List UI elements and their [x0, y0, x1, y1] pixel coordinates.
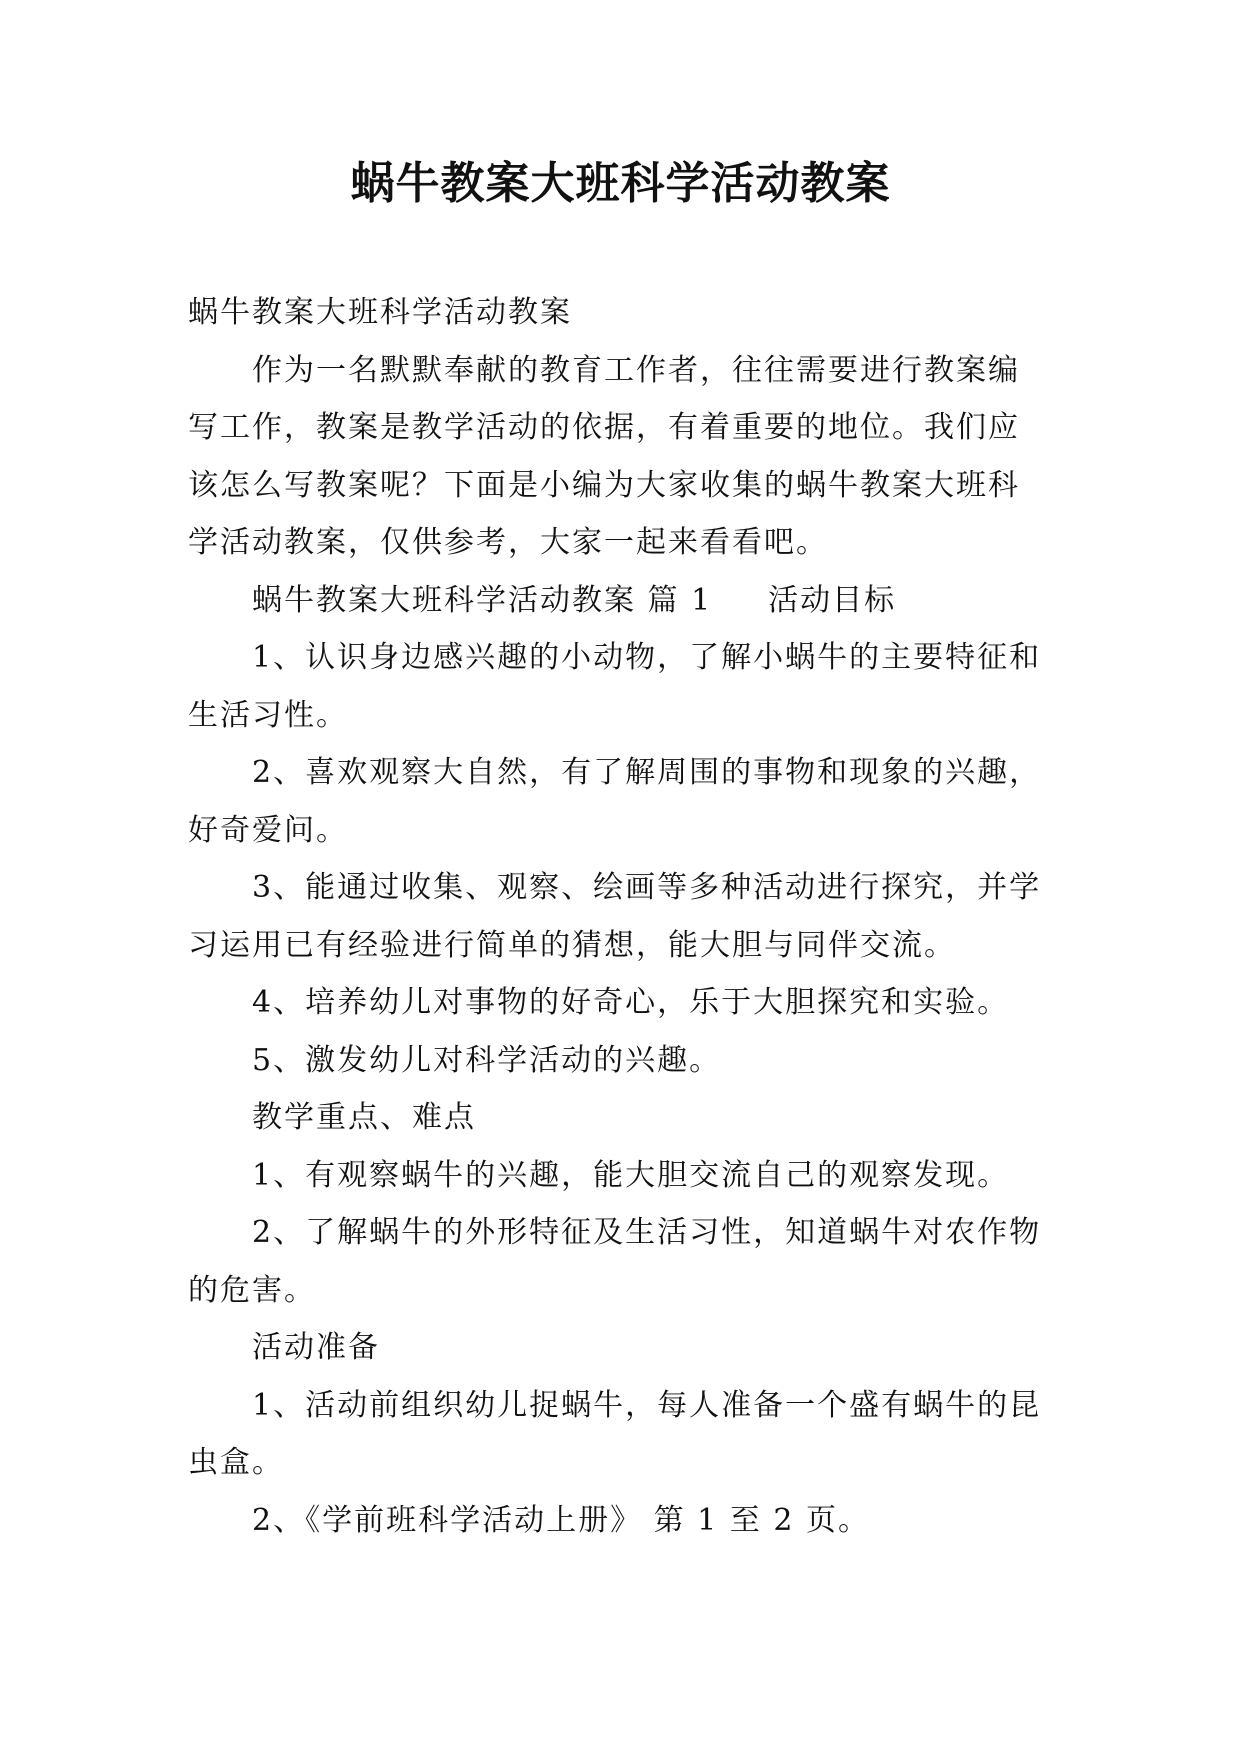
preparation-item: 2、《学前班科学活动上册》 第 1 至 2 页。 — [252, 1502, 870, 1538]
section-heading: 蜗牛教案大班科学活动教案 篇 1 — [252, 582, 713, 618]
goal-item: 4、培养幼儿对事物的好奇心，乐于大胆探究和实验。 — [252, 985, 1010, 1020]
goal-item: 2、喜欢观察大自然，有了解周围的事物和现象的兴趣，好奇爱问。 — [188, 755, 1042, 848]
document-body — [188, 284, 1048, 1549]
document-title: 蜗牛教案大班科学活动教案 — [350, 158, 891, 209]
goal-item: 3、能通过收集、观察、绘画等多种活动进行探究，并学习运用已有经验进行简单的猜想，能大胆与同伴交流。 — [188, 870, 1042, 963]
key-point-item: 1、有观察蜗牛的兴趣，能大胆交流自己的观察发现。 — [252, 1157, 1010, 1193]
goals-heading: 活动目标 — [768, 582, 897, 618]
intro-paragraph: 作为一名默默奉献的教育工作者，往往需要进行教案编写工作，教案是教学活动的依据，有着重要的地位。我们应该怎么写教案呢？下面是小编为大家收集的蜗牛教案大班科学活动教案，仅供参考，大家一起来看看吧。 — [188, 352, 1020, 560]
document-subtitle: 蜗牛教案大班科学活动教案 — [188, 295, 572, 330]
goal-item: 5、激发幼儿对科学活动的兴趣。 — [252, 1042, 722, 1078]
key-points-heading: 教学重点、难点 — [252, 1100, 476, 1135]
section-heading-line — [188, 572, 1048, 630]
preparation-heading: 活动准备 — [252, 1330, 380, 1365]
preparation-item: 1、活动前组织幼儿捉蜗牛，每人准备一个盛有蜗牛的昆虫盒。 — [188, 1387, 1042, 1480]
goal-item: 1、认识身边感兴趣的小动物，了解小蜗牛的主要特征和生活习性。 — [188, 640, 1042, 733]
key-point-item: 2、了解蜗牛的外形特征及生活习性，知道蜗牛对农作物的危害。 — [188, 1215, 1042, 1308]
